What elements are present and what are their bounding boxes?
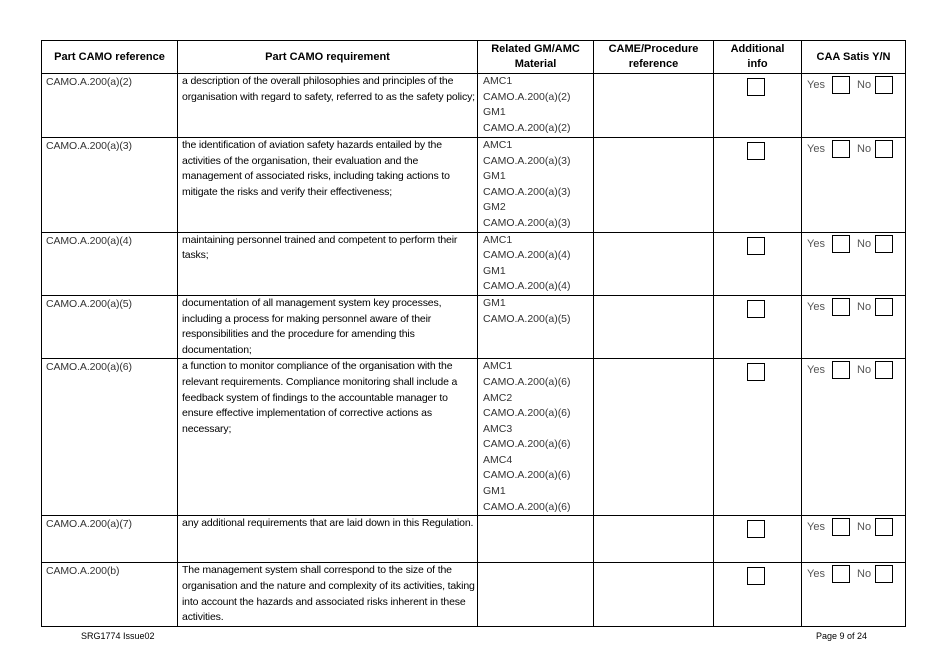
row-caa-satis — [802, 74, 906, 138]
row-came-procedure-field[interactable] — [594, 138, 714, 233]
yes-checkbox[interactable] — [832, 298, 850, 316]
yes-label: Yes — [807, 300, 825, 313]
yes-label: Yes — [807, 79, 825, 91]
yes-label: Yes — [807, 521, 825, 534]
no-checkbox[interactable] — [875, 76, 893, 94]
additional-info-checkbox[interactable] — [747, 300, 765, 318]
row-caa-satis — [802, 563, 906, 627]
row-gm-amc-material — [478, 295, 594, 358]
row-caa-satis — [802, 359, 906, 516]
yes-label: Yes — [807, 237, 825, 250]
gm-amc-line: AMC2 — [483, 391, 513, 404]
gm-amc-line: CAMO.A.200(a)(6) — [483, 407, 571, 420]
gm-amc-line: GM1 — [483, 296, 506, 309]
no-label: No — [857, 521, 872, 534]
row-reference: CAMO.A.200(a)(4) — [42, 232, 178, 295]
row-requirement: any additional requirements that are laid down in this Regulation. — [178, 516, 478, 563]
row-gm-amc-material — [478, 138, 594, 233]
yes-label: Yes — [807, 143, 825, 155]
row-requirement: the identification of aviation safety hazards entailed by the activities of the organisation, their evaluation and the management of associated risks, including taking actions to mitigate the risks and verify their effectiveness; — [178, 138, 478, 233]
no-label: No — [857, 300, 872, 313]
no-checkbox[interactable] — [875, 361, 893, 379]
header-came-procedure-reference: CAME/Procedure reference — [594, 41, 714, 74]
row-requirement: a description of the overall philosophies and principles of the organisation with regard to safety, referred to as the safety policy; — [178, 74, 478, 138]
gm-amc-line: CAMO.A.200(a)(6) — [483, 438, 571, 451]
row-gm-amc-material — [478, 232, 594, 295]
gm-amc-line: CAMO.A.200(a)(4) — [483, 280, 571, 293]
row-came-procedure-field[interactable] — [594, 516, 714, 563]
row-requirement: documentation of all management system key processes, including a process for making personnel aware of their responsibilities and the procedure for amending this documentation; — [178, 295, 478, 358]
row-reference: CAMO.A.200(b) — [42, 563, 178, 627]
table-header-row — [42, 41, 906, 74]
additional-info-checkbox[interactable] — [747, 567, 765, 585]
gm-amc-line: CAMO.A.200(a)(6) — [483, 375, 571, 388]
table-row — [42, 516, 906, 563]
row-gm-amc-material — [478, 563, 594, 627]
gm-amc-line: CAMO.A.200(a)(6) — [483, 500, 571, 513]
yes-checkbox[interactable] — [832, 140, 850, 158]
row-reference: CAMO.A.200(a)(3) — [42, 138, 178, 233]
header-related-gm-amc: Related GM/AMC Material — [478, 41, 594, 74]
header-caa-satis: CAA Satis Y/N — [802, 41, 906, 74]
row-gm-amc-material — [478, 359, 594, 516]
gm-amc-line: GM1 — [483, 264, 506, 277]
no-label: No — [857, 568, 872, 581]
table-row — [42, 232, 906, 295]
row-reference: CAMO.A.200(a)(2) — [42, 74, 178, 138]
row-gm-amc-material — [478, 74, 594, 138]
yes-checkbox[interactable] — [832, 235, 850, 253]
row-caa-satis — [802, 138, 906, 233]
yes-label: Yes — [807, 364, 825, 377]
no-label: No — [857, 143, 872, 155]
table-row — [42, 138, 906, 233]
gm-amc-line: CAMO.A.200(a)(4) — [483, 249, 571, 262]
header-part-camo-requirement: Part CAMO requirement — [178, 41, 478, 74]
additional-info-checkbox[interactable] — [747, 363, 765, 381]
table-row — [42, 295, 906, 358]
row-additional-info — [714, 295, 802, 358]
row-caa-satis — [802, 516, 906, 563]
gm-amc-line: AMC1 — [483, 139, 513, 151]
no-checkbox[interactable] — [875, 140, 893, 158]
gm-amc-line: CAMO.A.200(a)(3) — [483, 154, 571, 167]
header-part-camo-reference: Part CAMO reference — [42, 41, 178, 74]
additional-info-checkbox[interactable] — [747, 237, 765, 255]
gm-amc-line: AMC3 — [483, 422, 513, 435]
additional-info-checkbox[interactable] — [747, 142, 765, 160]
row-additional-info — [714, 516, 802, 563]
gm-amc-line: CAMO.A.200(a)(5) — [483, 312, 571, 325]
gm-amc-line: CAMO.A.200(a)(6) — [483, 469, 571, 482]
gm-amc-line: AMC1 — [483, 360, 513, 373]
document-id: SRG1774 Issue02 — [81, 631, 155, 641]
row-additional-info — [714, 359, 802, 516]
additional-info-checkbox[interactable] — [747, 520, 765, 538]
gm-amc-line: GM1 — [483, 485, 506, 498]
yes-label: Yes — [807, 568, 825, 581]
table-row — [42, 563, 906, 627]
yes-checkbox[interactable] — [832, 518, 850, 536]
row-came-procedure-field[interactable] — [594, 74, 714, 138]
gm-amc-line: AMC1 — [483, 233, 513, 246]
row-came-procedure-field[interactable] — [594, 232, 714, 295]
row-requirement: maintaining personnel trained and competent to perform their tasks; — [178, 232, 478, 295]
row-reference: CAMO.A.200(a)(7) — [42, 516, 178, 563]
yes-checkbox[interactable] — [832, 565, 850, 583]
additional-info-checkbox[interactable] — [747, 78, 765, 96]
gm-amc-line: GM1 — [483, 106, 506, 119]
gm-amc-line: GM2 — [483, 201, 506, 214]
row-came-procedure-field[interactable] — [594, 295, 714, 358]
row-came-procedure-field[interactable] — [594, 359, 714, 516]
row-requirement: The management system shall correspond to the size of the organisation and the nature and complexity of its activities, taking into account the hazards and associated risks inherent in these activities. — [178, 563, 478, 627]
row-came-procedure-field[interactable] — [594, 563, 714, 627]
row-additional-info — [714, 563, 802, 627]
page-number: Page 9 of 24 — [816, 631, 868, 641]
row-caa-satis — [802, 232, 906, 295]
row-reference: CAMO.A.200(a)(6) — [42, 359, 178, 516]
no-checkbox[interactable] — [875, 235, 893, 253]
row-additional-info — [714, 74, 802, 138]
gm-amc-line: CAMO.A.200(a)(2) — [483, 121, 571, 134]
table-body — [42, 74, 906, 627]
no-checkbox[interactable] — [875, 298, 893, 316]
no-label: No — [857, 79, 872, 91]
gm-amc-line: GM1 — [483, 170, 506, 183]
gm-amc-line: AMC4 — [483, 453, 513, 466]
requirements-table — [41, 40, 906, 627]
gm-amc-line: AMC1 — [483, 75, 513, 87]
yes-checkbox[interactable] — [832, 76, 850, 94]
row-additional-info — [714, 138, 802, 233]
gm-amc-line: CAMO.A.200(a)(2) — [483, 90, 571, 103]
no-label: No — [857, 364, 872, 377]
header-additional-info: Additional info — [714, 41, 802, 74]
table-row — [42, 74, 906, 138]
no-label: No — [857, 237, 872, 250]
row-caa-satis — [802, 295, 906, 358]
gm-amc-line: CAMO.A.200(a)(3) — [483, 185, 571, 198]
gm-amc-line: CAMO.A.200(a)(3) — [483, 216, 571, 229]
no-checkbox[interactable] — [875, 565, 893, 583]
row-gm-amc-material — [478, 516, 594, 563]
row-reference: CAMO.A.200(a)(5) — [42, 295, 178, 358]
row-additional-info — [714, 232, 802, 295]
row-requirement: a function to monitor compliance of the organisation with the relevant requirements. Compliance monitoring shall include a feedback system of findings to the accountable manager to ensure effective implementation of corrective actions as necessary; — [178, 359, 478, 516]
no-checkbox[interactable] — [875, 518, 893, 536]
yes-checkbox[interactable] — [832, 361, 850, 379]
table-row — [42, 359, 906, 516]
